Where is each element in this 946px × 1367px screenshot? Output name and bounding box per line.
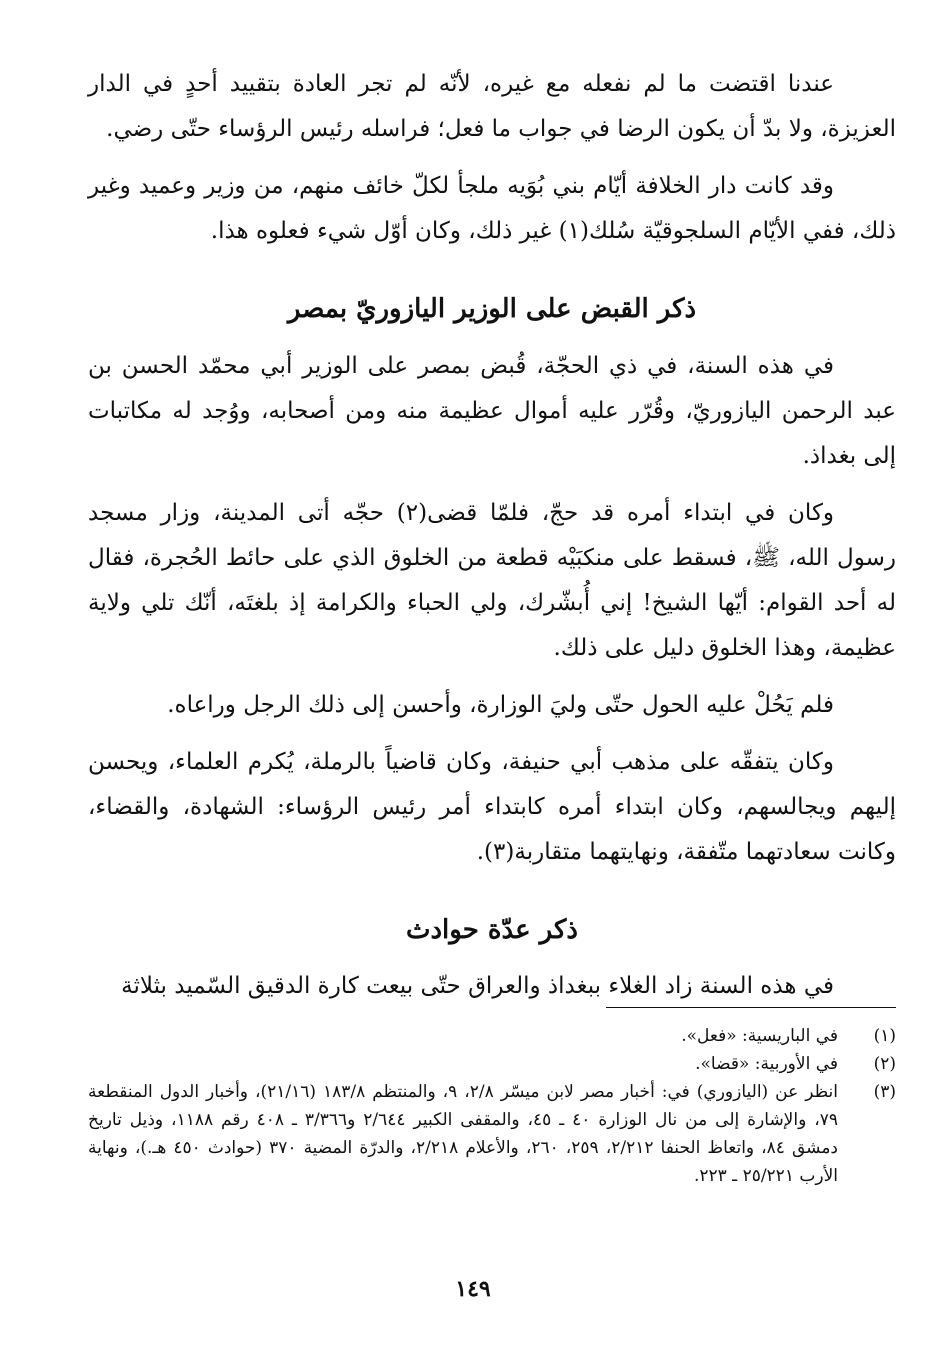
footnote — [88, 1022, 896, 1050]
paragraph: وكان يتفقّه على مذهب أبي حنيفة، وكان قاضياً بالرملة، يُكرم العلماء، ويحسن إليهم ويجالسهم، وكان ابتداء أمره كابتداء أمر رئيس الرؤساء: الشهادة، والقضاء، وكانت سعادتهما متّفقة، ونهايتهما متقاربة(٣). — [88, 749, 896, 865]
page-number: ١٤٩ — [455, 1276, 491, 1302]
footnote-text: في الأوربية: «قضا». — [695, 1054, 838, 1074]
paragraph: عندنا اقتضت ما لم نفعله مع غيره، لأنّه لم تجر العادة بتقييد أحدٍ في الدار العزيزة، ولا بدّ أن يكون الرضا في جواب ما فعل؛ فراسله رئيس الرؤساء حتّى رضي. — [88, 71, 896, 142]
footnote-text: في الباريسية: «فعل». — [681, 1026, 838, 1046]
paragraph-continued: في هذه السنة زاد الغلاء ببغداذ والعراق حتّى بيعت كارة الدقيق السّميد بثلاثة — [121, 973, 834, 999]
footnote-number: (٢) — [873, 1054, 896, 1074]
page-body — [88, 62, 896, 1190]
paragraph: في هذه السنة، في ذي الحجّة، قُبض بمصر على الوزير أبي محمّد الحسن بن عبد الرحمن اليازوريّ، وقُرّر عليه أموال عظيمة منه ومن أصحابه، ووُجد له مكاتبات إلى بغداذ. — [88, 353, 896, 469]
paragraph: فلم يَحُلْ عليه الحول حتّى وليَ الوزارة، وأحسن إلى ذلك الرجل وراعاه. — [167, 692, 834, 718]
footnote — [88, 1078, 896, 1190]
footnote-rule — [606, 1007, 896, 1008]
footnote-text: انظر عن (اليازوري) في: أخبار مصر لابن ميسّر ٢/٨، ٩، والمنتظم ١٨٣/٨ (٢١/١٦)، وأخبار الدول المنقطعة ٧٩، والإشارة إلى من نال الوزارة ٤٠ ـ ٤٥، والمقفى الكبير ٢/٦٤٤ و٣/٣٦٦ ـ ٤٠٨ رقم ١١٨٨، وذيل تاريخ دمشق ٨٤، واتعاظ الحنفا ٢/٢١٢، ٢٥٩، ٢٦٠، والأعلام ٢/٢١٨، والدرّة المضية ٣٧٠ (حوادث ٤٥٠ هـ.)، ونهاية الأرب ٢٥/٢٢١ ـ ٢٢٣. — [88, 1082, 839, 1186]
footnote — [88, 1050, 896, 1078]
paragraph: وكان في ابتداء أمره قد حجّ، فلمّا قضى(٢) حجّه أتى المدينة، وزار مسجد رسول الله، ﷺ، فسقط على منكبَيْه قطعة من الخلوق الذي على حائط الحُجرة، فقال له أحد القوام: أيّها الشيخ! إني أُبشّرك، ولي الحباء والكرامة إذ بلغتَه، أنّك تلي ولاية عظيمة، وهذا الخلوق دليل على ذلك. — [88, 500, 896, 661]
section-heading: ذكر القبض على الوزير اليازوريّ بمصر — [287, 294, 697, 324]
footnote-number: (١) — [873, 1026, 896, 1046]
footnotes — [88, 1022, 896, 1190]
section-heading: ذكر عدّة حوادث — [406, 915, 578, 945]
paragraph: وقد كانت دار الخلافة أيّام بني بُوَيه ملجأ لكلّ خائف منهم، من وزير وعميد وغير ذلك، ففي الأيّام السلجوقيّة سُلك(١) غير ذلك، وكان أوّل شيء فعلوه هذا. — [88, 173, 896, 244]
footnote-number: (٣) — [873, 1082, 896, 1102]
